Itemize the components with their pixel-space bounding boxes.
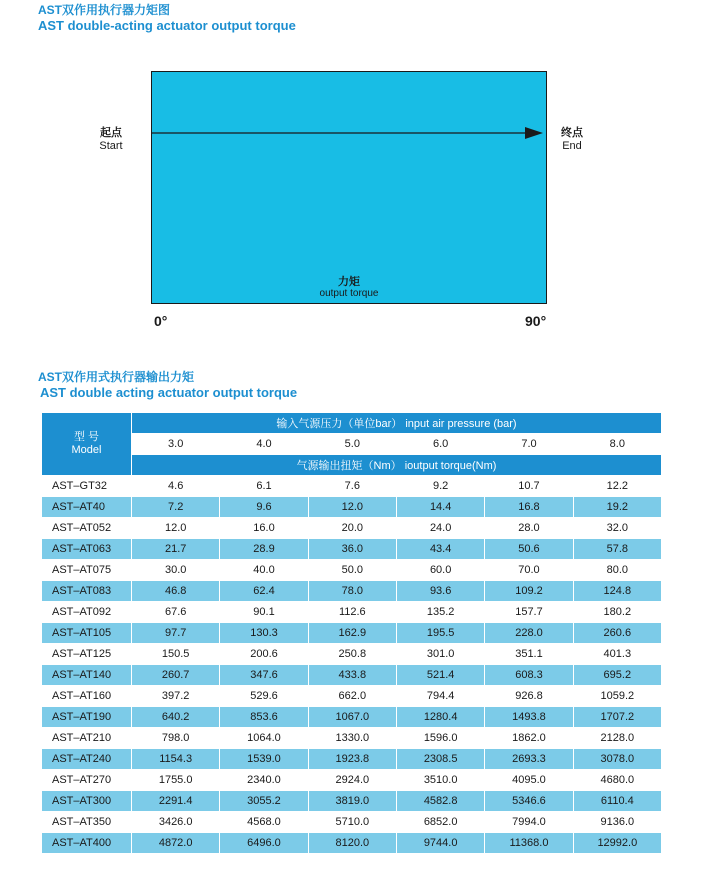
torque-value-cell: 30.0 <box>132 560 220 581</box>
torque-value-cell: 9.2 <box>396 476 484 497</box>
torque-value-cell: 1493.8 <box>485 707 573 728</box>
torque-value-cell: 1330.0 <box>308 728 396 749</box>
model-cell: AST–AT092 <box>42 602 132 623</box>
torque-label-en: output torque <box>319 288 379 299</box>
end-label-zh: 终点 <box>561 127 583 139</box>
torque-value-cell: 3819.0 <box>308 791 396 812</box>
torque-value-cell: 28.0 <box>485 518 573 539</box>
torque-value-cell: 433.8 <box>308 665 396 686</box>
table-heading-zh: AST双作用式执行器输出力矩 <box>38 370 195 384</box>
angle-end-label: 90° <box>525 313 547 329</box>
torque-value-cell: 90.1 <box>220 602 308 623</box>
torque-value-cell: 351.1 <box>485 644 573 665</box>
model-cell: AST–AT400 <box>42 833 132 854</box>
torque-value-cell: 4582.8 <box>396 791 484 812</box>
stroke-arrow-icon <box>151 127 547 139</box>
torque-value-cell: 24.0 <box>396 518 484 539</box>
torque-value-cell: 2340.0 <box>220 770 308 791</box>
model-header-en: Model <box>71 444 102 456</box>
table-row <box>42 665 662 686</box>
table-heading <box>38 369 297 401</box>
torque-value-cell: 12.0 <box>308 497 396 518</box>
torque-value-cell: 10.7 <box>485 476 573 497</box>
table-row <box>42 518 662 539</box>
torque-value-cell: 640.2 <box>132 707 220 728</box>
model-header-zh: 型 号 <box>73 431 100 443</box>
torque-value-cell: 4.6 <box>132 476 220 497</box>
start-label <box>95 127 127 153</box>
torque-value-cell: 608.3 <box>485 665 573 686</box>
model-cell: AST–AT160 <box>42 686 132 707</box>
model-cell: AST–AT083 <box>42 581 132 602</box>
torque-table <box>41 412 662 854</box>
torque-label <box>151 276 547 300</box>
torque-value-cell: 1707.2 <box>573 707 661 728</box>
chart-heading <box>38 2 296 34</box>
torque-value-cell: 150.5 <box>132 644 220 665</box>
torque-value-cell: 7.2 <box>132 497 220 518</box>
torque-value-cell: 1280.4 <box>396 707 484 728</box>
torque-value-cell: 2128.0 <box>573 728 661 749</box>
torque-value-cell: 32.0 <box>573 518 661 539</box>
torque-value-cell: 19.2 <box>573 497 661 518</box>
table-row <box>42 539 662 560</box>
torque-value-cell: 80.0 <box>573 560 661 581</box>
table-row <box>42 812 662 833</box>
chart-heading-en: AST double-acting actuator output torque <box>38 18 296 33</box>
table-row <box>42 833 662 854</box>
table-row <box>42 644 662 665</box>
torque-value-cell: 124.8 <box>573 581 661 602</box>
torque-value-cell: 794.4 <box>396 686 484 707</box>
torque-value-cell: 1154.3 <box>132 749 220 770</box>
torque-value-cell: 46.8 <box>132 581 220 602</box>
torque-value-cell: 2693.3 <box>485 749 573 770</box>
torque-value-cell: 36.0 <box>308 539 396 560</box>
start-label-zh: 起点 <box>100 127 122 139</box>
torque-value-cell: 3055.2 <box>220 791 308 812</box>
pressure-cell: 7.0 <box>485 434 573 455</box>
model-cell: AST–AT240 <box>42 749 132 770</box>
torque-value-cell: 2924.0 <box>308 770 396 791</box>
table-row <box>42 770 662 791</box>
torque-value-cell: 853.6 <box>220 707 308 728</box>
table-row <box>42 476 662 497</box>
model-cell: AST–AT052 <box>42 518 132 539</box>
torque-value-cell: 3426.0 <box>132 812 220 833</box>
torque-value-cell: 4680.0 <box>573 770 661 791</box>
torque-value-cell: 250.8 <box>308 644 396 665</box>
torque-value-cell: 1923.8 <box>308 749 396 770</box>
chart-heading-zh: AST双作用执行器力矩图 <box>38 3 171 17</box>
torque-value-cell: 401.3 <box>573 644 661 665</box>
torque-value-cell: 7994.0 <box>485 812 573 833</box>
end-label <box>556 127 588 153</box>
pressure-cell: 4.0 <box>220 434 308 455</box>
pressure-values-row <box>42 434 662 455</box>
torque-value-cell: 3078.0 <box>573 749 661 770</box>
table-row <box>42 581 662 602</box>
torque-value-cell: 926.8 <box>485 686 573 707</box>
torque-value-cell: 228.0 <box>485 623 573 644</box>
torque-value-cell: 4872.0 <box>132 833 220 854</box>
torque-value-cell: 180.2 <box>573 602 661 623</box>
table-row <box>42 749 662 770</box>
torque-value-cell: 67.6 <box>132 602 220 623</box>
torque-value-cell: 1539.0 <box>220 749 308 770</box>
model-cell: AST–AT300 <box>42 791 132 812</box>
torque-value-cell: 40.0 <box>220 560 308 581</box>
torque-value-cell: 397.2 <box>132 686 220 707</box>
model-cell: AST–AT075 <box>42 560 132 581</box>
torque-value-cell: 1755.0 <box>132 770 220 791</box>
torque-value-cell: 12.0 <box>132 518 220 539</box>
model-cell: AST–AT190 <box>42 707 132 728</box>
torque-value-cell: 12992.0 <box>573 833 661 854</box>
torque-value-cell: 130.3 <box>220 623 308 644</box>
model-cell: AST–AT063 <box>42 539 132 560</box>
torque-value-cell: 1596.0 <box>396 728 484 749</box>
torque-value-cell: 260.7 <box>132 665 220 686</box>
torque-value-cell: 16.8 <box>485 497 573 518</box>
torque-value-cell: 6852.0 <box>396 812 484 833</box>
start-label-en: Start <box>99 140 123 152</box>
angle-start-label: 0° <box>154 313 168 329</box>
torque-value-cell: 60.0 <box>396 560 484 581</box>
torque-value-cell: 9.6 <box>220 497 308 518</box>
torque-value-cell: 1064.0 <box>220 728 308 749</box>
torque-value-cell: 2308.5 <box>396 749 484 770</box>
pressure-header: 输入气源压力（单位bar） input air pressure (bar) <box>132 413 662 434</box>
model-header <box>42 413 132 476</box>
torque-value-cell: 50.6 <box>485 539 573 560</box>
torque-value-cell: 97.7 <box>132 623 220 644</box>
torque-value-cell: 162.9 <box>308 623 396 644</box>
torque-value-cell: 93.6 <box>396 581 484 602</box>
torque-label-zh: 力矩 <box>338 276 360 288</box>
pressure-header-row <box>42 413 662 434</box>
torque-diagram-box <box>151 71 547 304</box>
torque-value-cell: 5710.0 <box>308 812 396 833</box>
torque-value-cell: 157.7 <box>485 602 573 623</box>
table-row <box>42 560 662 581</box>
torque-value-cell: 695.2 <box>573 665 661 686</box>
torque-value-cell: 20.0 <box>308 518 396 539</box>
model-cell: AST–GT32 <box>42 476 132 497</box>
torque-value-cell: 8120.0 <box>308 833 396 854</box>
torque-value-cell: 9136.0 <box>573 812 661 833</box>
torque-value-cell: 3510.0 <box>396 770 484 791</box>
torque-value-cell: 28.9 <box>220 539 308 560</box>
torque-value-cell: 50.0 <box>308 560 396 581</box>
torque-value-cell: 4568.0 <box>220 812 308 833</box>
torque-value-cell: 109.2 <box>485 581 573 602</box>
model-cell: AST–AT125 <box>42 644 132 665</box>
torque-value-cell: 57.8 <box>573 539 661 560</box>
torque-value-cell: 6496.0 <box>220 833 308 854</box>
table-heading-en: AST double acting actuator output torque <box>40 385 298 400</box>
model-cell: AST–AT270 <box>42 770 132 791</box>
torque-value-cell: 1862.0 <box>485 728 573 749</box>
table-row <box>42 728 662 749</box>
torque-value-cell: 798.0 <box>132 728 220 749</box>
pressure-cell: 5.0 <box>308 434 396 455</box>
torque-value-cell: 6110.4 <box>573 791 661 812</box>
torque-value-cell: 2291.4 <box>132 791 220 812</box>
torque-value-cell: 301.0 <box>396 644 484 665</box>
torque-value-cell: 1067.0 <box>308 707 396 728</box>
torque-value-cell: 662.0 <box>308 686 396 707</box>
torque-value-cell: 135.2 <box>396 602 484 623</box>
table-row <box>42 686 662 707</box>
pressure-cell: 3.0 <box>132 434 220 455</box>
torque-value-cell: 195.5 <box>396 623 484 644</box>
torque-value-cell: 529.6 <box>220 686 308 707</box>
torque-value-cell: 347.6 <box>220 665 308 686</box>
torque-value-cell: 21.7 <box>132 539 220 560</box>
model-cell: AST–AT350 <box>42 812 132 833</box>
pressure-cell: 6.0 <box>396 434 484 455</box>
torque-value-cell: 9744.0 <box>396 833 484 854</box>
table-row <box>42 497 662 518</box>
torque-header: 气源输出扭矩（Nm） ioutput torque(Nm) <box>132 455 662 476</box>
torque-value-cell: 5346.6 <box>485 791 573 812</box>
end-label-en: End <box>562 140 582 152</box>
torque-header-row <box>42 455 662 476</box>
torque-value-cell: 4095.0 <box>485 770 573 791</box>
torque-value-cell: 12.2 <box>573 476 661 497</box>
model-cell: AST–AT40 <box>42 497 132 518</box>
torque-value-cell: 11368.0 <box>485 833 573 854</box>
torque-value-cell: 43.4 <box>396 539 484 560</box>
torque-value-cell: 16.0 <box>220 518 308 539</box>
table-row <box>42 602 662 623</box>
torque-value-cell: 1059.2 <box>573 686 661 707</box>
table-row <box>42 791 662 812</box>
model-cell: AST–AT210 <box>42 728 132 749</box>
torque-value-cell: 70.0 <box>485 560 573 581</box>
model-cell: AST–AT105 <box>42 623 132 644</box>
torque-value-cell: 7.6 <box>308 476 396 497</box>
torque-value-cell: 112.6 <box>308 602 396 623</box>
table-body <box>42 476 662 854</box>
table-row <box>42 623 662 644</box>
torque-value-cell: 521.4 <box>396 665 484 686</box>
torque-value-cell: 78.0 <box>308 581 396 602</box>
torque-value-cell: 14.4 <box>396 497 484 518</box>
table-row <box>42 707 662 728</box>
pressure-cell: 8.0 <box>573 434 661 455</box>
torque-value-cell: 200.6 <box>220 644 308 665</box>
model-cell: AST–AT140 <box>42 665 132 686</box>
torque-value-cell: 62.4 <box>220 581 308 602</box>
torque-value-cell: 6.1 <box>220 476 308 497</box>
torque-value-cell: 260.6 <box>573 623 661 644</box>
